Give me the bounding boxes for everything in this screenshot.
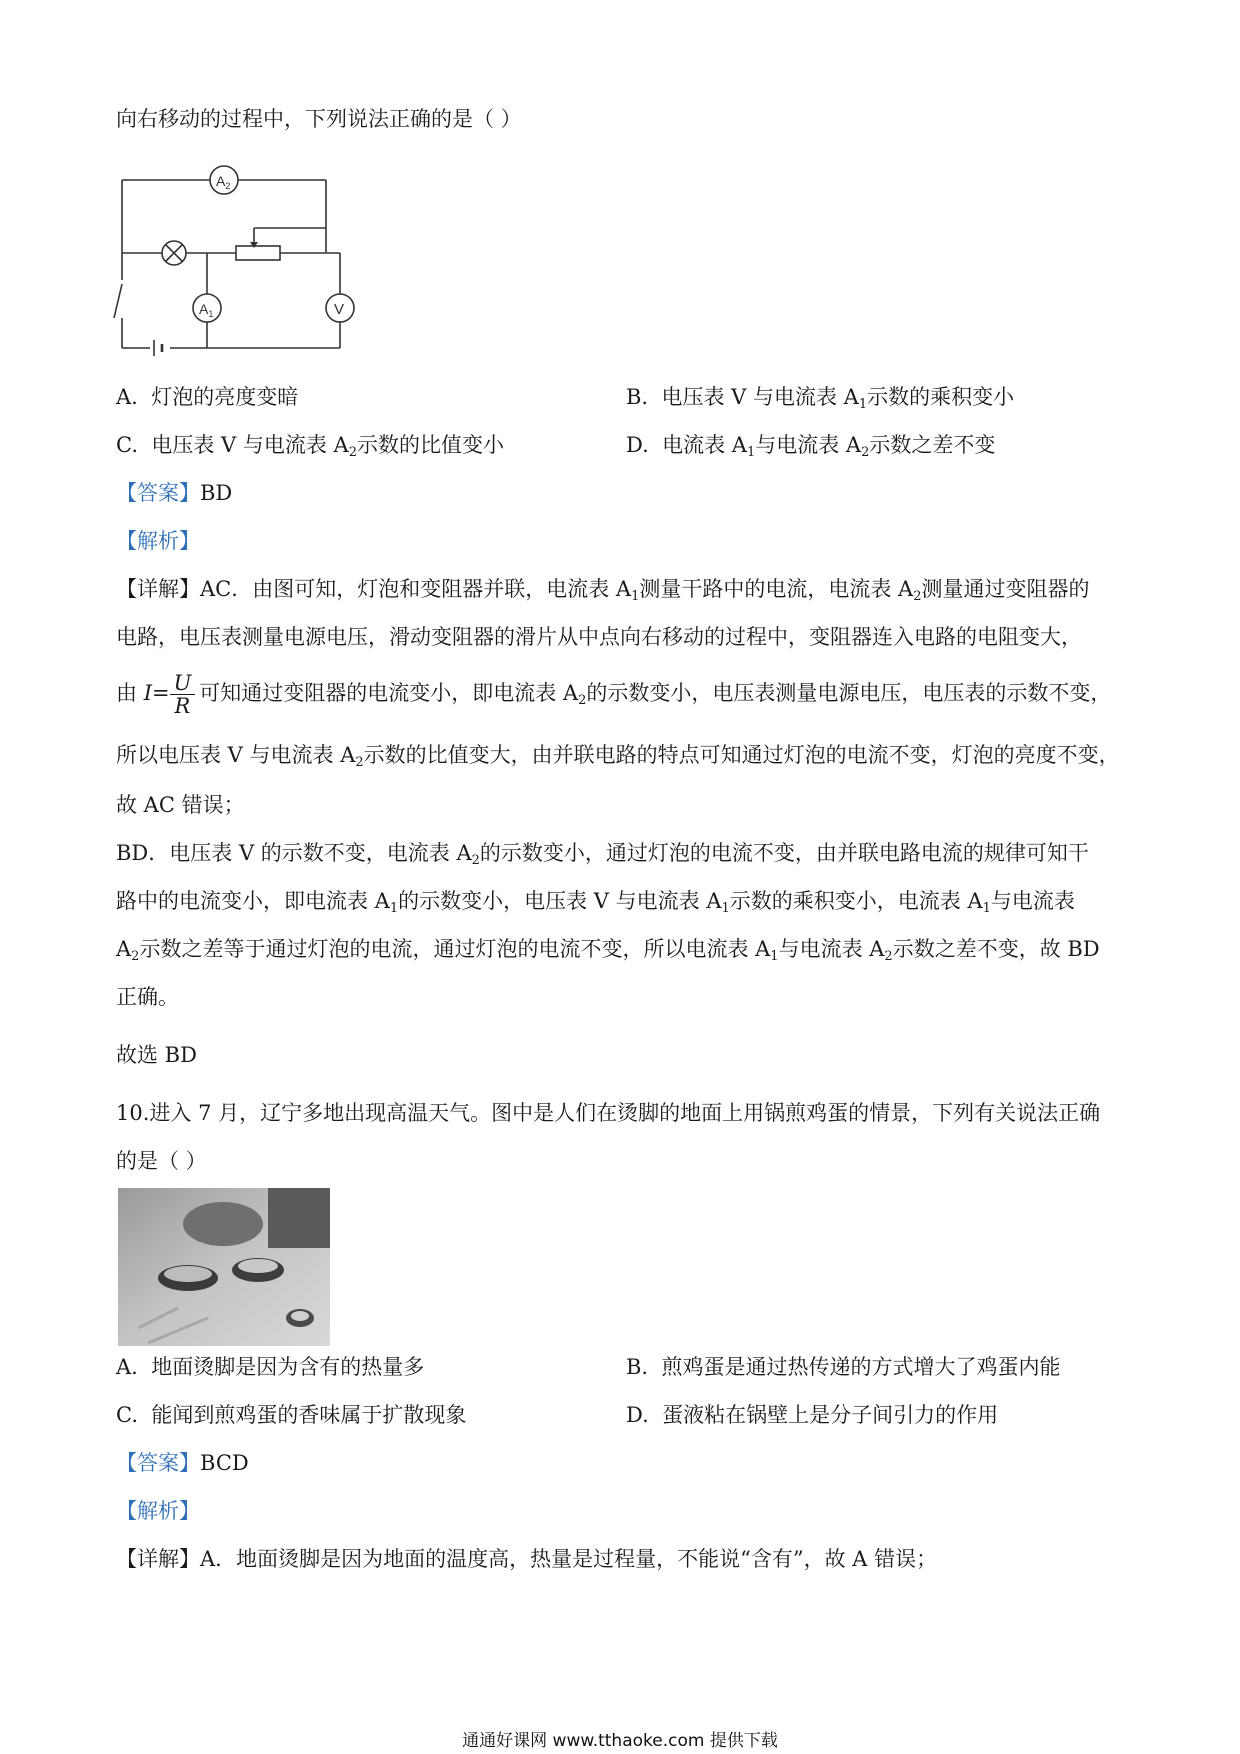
q10-option-c: C. 能闻到煎鸡蛋的香味属于扩散现象 (116, 1403, 467, 1427)
voltmeter-label: V (334, 301, 345, 318)
q9-stem: 向右移动的过程中，下列说法正确的是（ ） (116, 107, 522, 131)
q9-detail-line-2: 电路，电压表测量电源电压，滑动变阻器的滑片从中点向右移动的过程中，变阻器连入电路的电阻变大， (116, 625, 1082, 649)
q10-option-b: B. 煎鸡蛋是通过热传递的方式增大了鸡蛋内能 (626, 1355, 1061, 1379)
q10-option-a: A. 地面烫脚是因为含有的热量多 (116, 1355, 425, 1379)
q10-stem-line-1: 10.进入 7 月，辽宁多地出现高温天气。图中是人们在烫脚的地面上用锅煎鸡蛋的情景，下列有关说法正确 (116, 1101, 1101, 1125)
q9-detail-line-8: $A_2$示数之差等于通过灯泡的电流，通过灯泡的电流不变，所以电流表 $A_1$与电流表 $A_2$示数之差不变，故 BD (116, 937, 1100, 964)
q9-detail-line-7: 路中的电流变小，即电流表 $A_1$的示数变小，电压表 V 与电流表 $A_1$示数的乘积变小，电流表 $A_1$与电流表 (116, 889, 1075, 916)
q10-detail-line-1: 【详解】A．地面烫脚是因为地面的温度高，热量是过程量，不能说“含有”，故 A 错误； (116, 1547, 938, 1571)
q10-answer: 【答案】BCD (116, 1451, 249, 1475)
ohms-law-fraction: $\frac{U}{R}$ (170, 672, 196, 717)
q9-detail-line-4: 所以电压表 V 与电流表 $A_2$示数的比值变大，由并联电路的特点可知通过灯泡的电流不变，灯泡的亮度不变， (116, 743, 1120, 770)
q9-detail-line-3: 由 I= $\frac{U}{R}$ 可知通过变阻器的电流变小，即电流表 $A_2$的示数变小，电压表测量电源电压，电压表的示数不变， (116, 671, 1112, 718)
q10-option-d: D. 蛋液粘在锅壁上是分子间引力的作用 (626, 1403, 999, 1427)
q9-answer: 【答案】BD (116, 481, 233, 505)
q9-option-b: B. 电压表 V 与电流表 $A_1$示数的乘积变小 (626, 385, 1015, 412)
rheostat-icon (236, 246, 280, 260)
ammeter-a1-label: $A_1$ (199, 301, 214, 319)
q10-analysis-tag: 【解析】 (116, 1499, 200, 1523)
q9-detail-line-6: BD．电压表 V 的示数不变，电流表 $A_2$的示数变小，通过灯泡的电流不变，由并联电路电流的规律可知干 (116, 841, 1089, 868)
frying-egg-photo (118, 1188, 330, 1346)
q9-detail-line-1: 【详解】AC．由图可知，灯泡和变阻器并联，电流表 $A_1$测量干路中的电流，电流表 $A_2$测量通过变阻器的 (116, 577, 1090, 604)
q9-option-a: A. 灯泡的亮度变暗 (116, 385, 299, 409)
circuit-diagram (112, 158, 362, 370)
page-footer: 通通好课网 www.tthaoke.com 提供下载 (462, 1731, 778, 1751)
q9-detail-line-9: 正确。 (116, 985, 179, 1009)
ammeter-a2-label: $A_2$ (216, 173, 231, 191)
q9-option-c: C. 电压表 V 与电流表 $A_2$示数的比值变小 (116, 433, 504, 460)
q9-detail-line-5: 故 AC 错误； (116, 793, 245, 817)
q9-analysis-tag: 【解析】 (116, 529, 200, 553)
q9-option-d: D. 电流表 $A_1$与电流表 $A_2$示数之差不变 (626, 433, 996, 460)
q9-conclusion: 故选 BD (116, 1043, 197, 1067)
q10-stem-line-2: 的是（ ） (116, 1149, 207, 1173)
